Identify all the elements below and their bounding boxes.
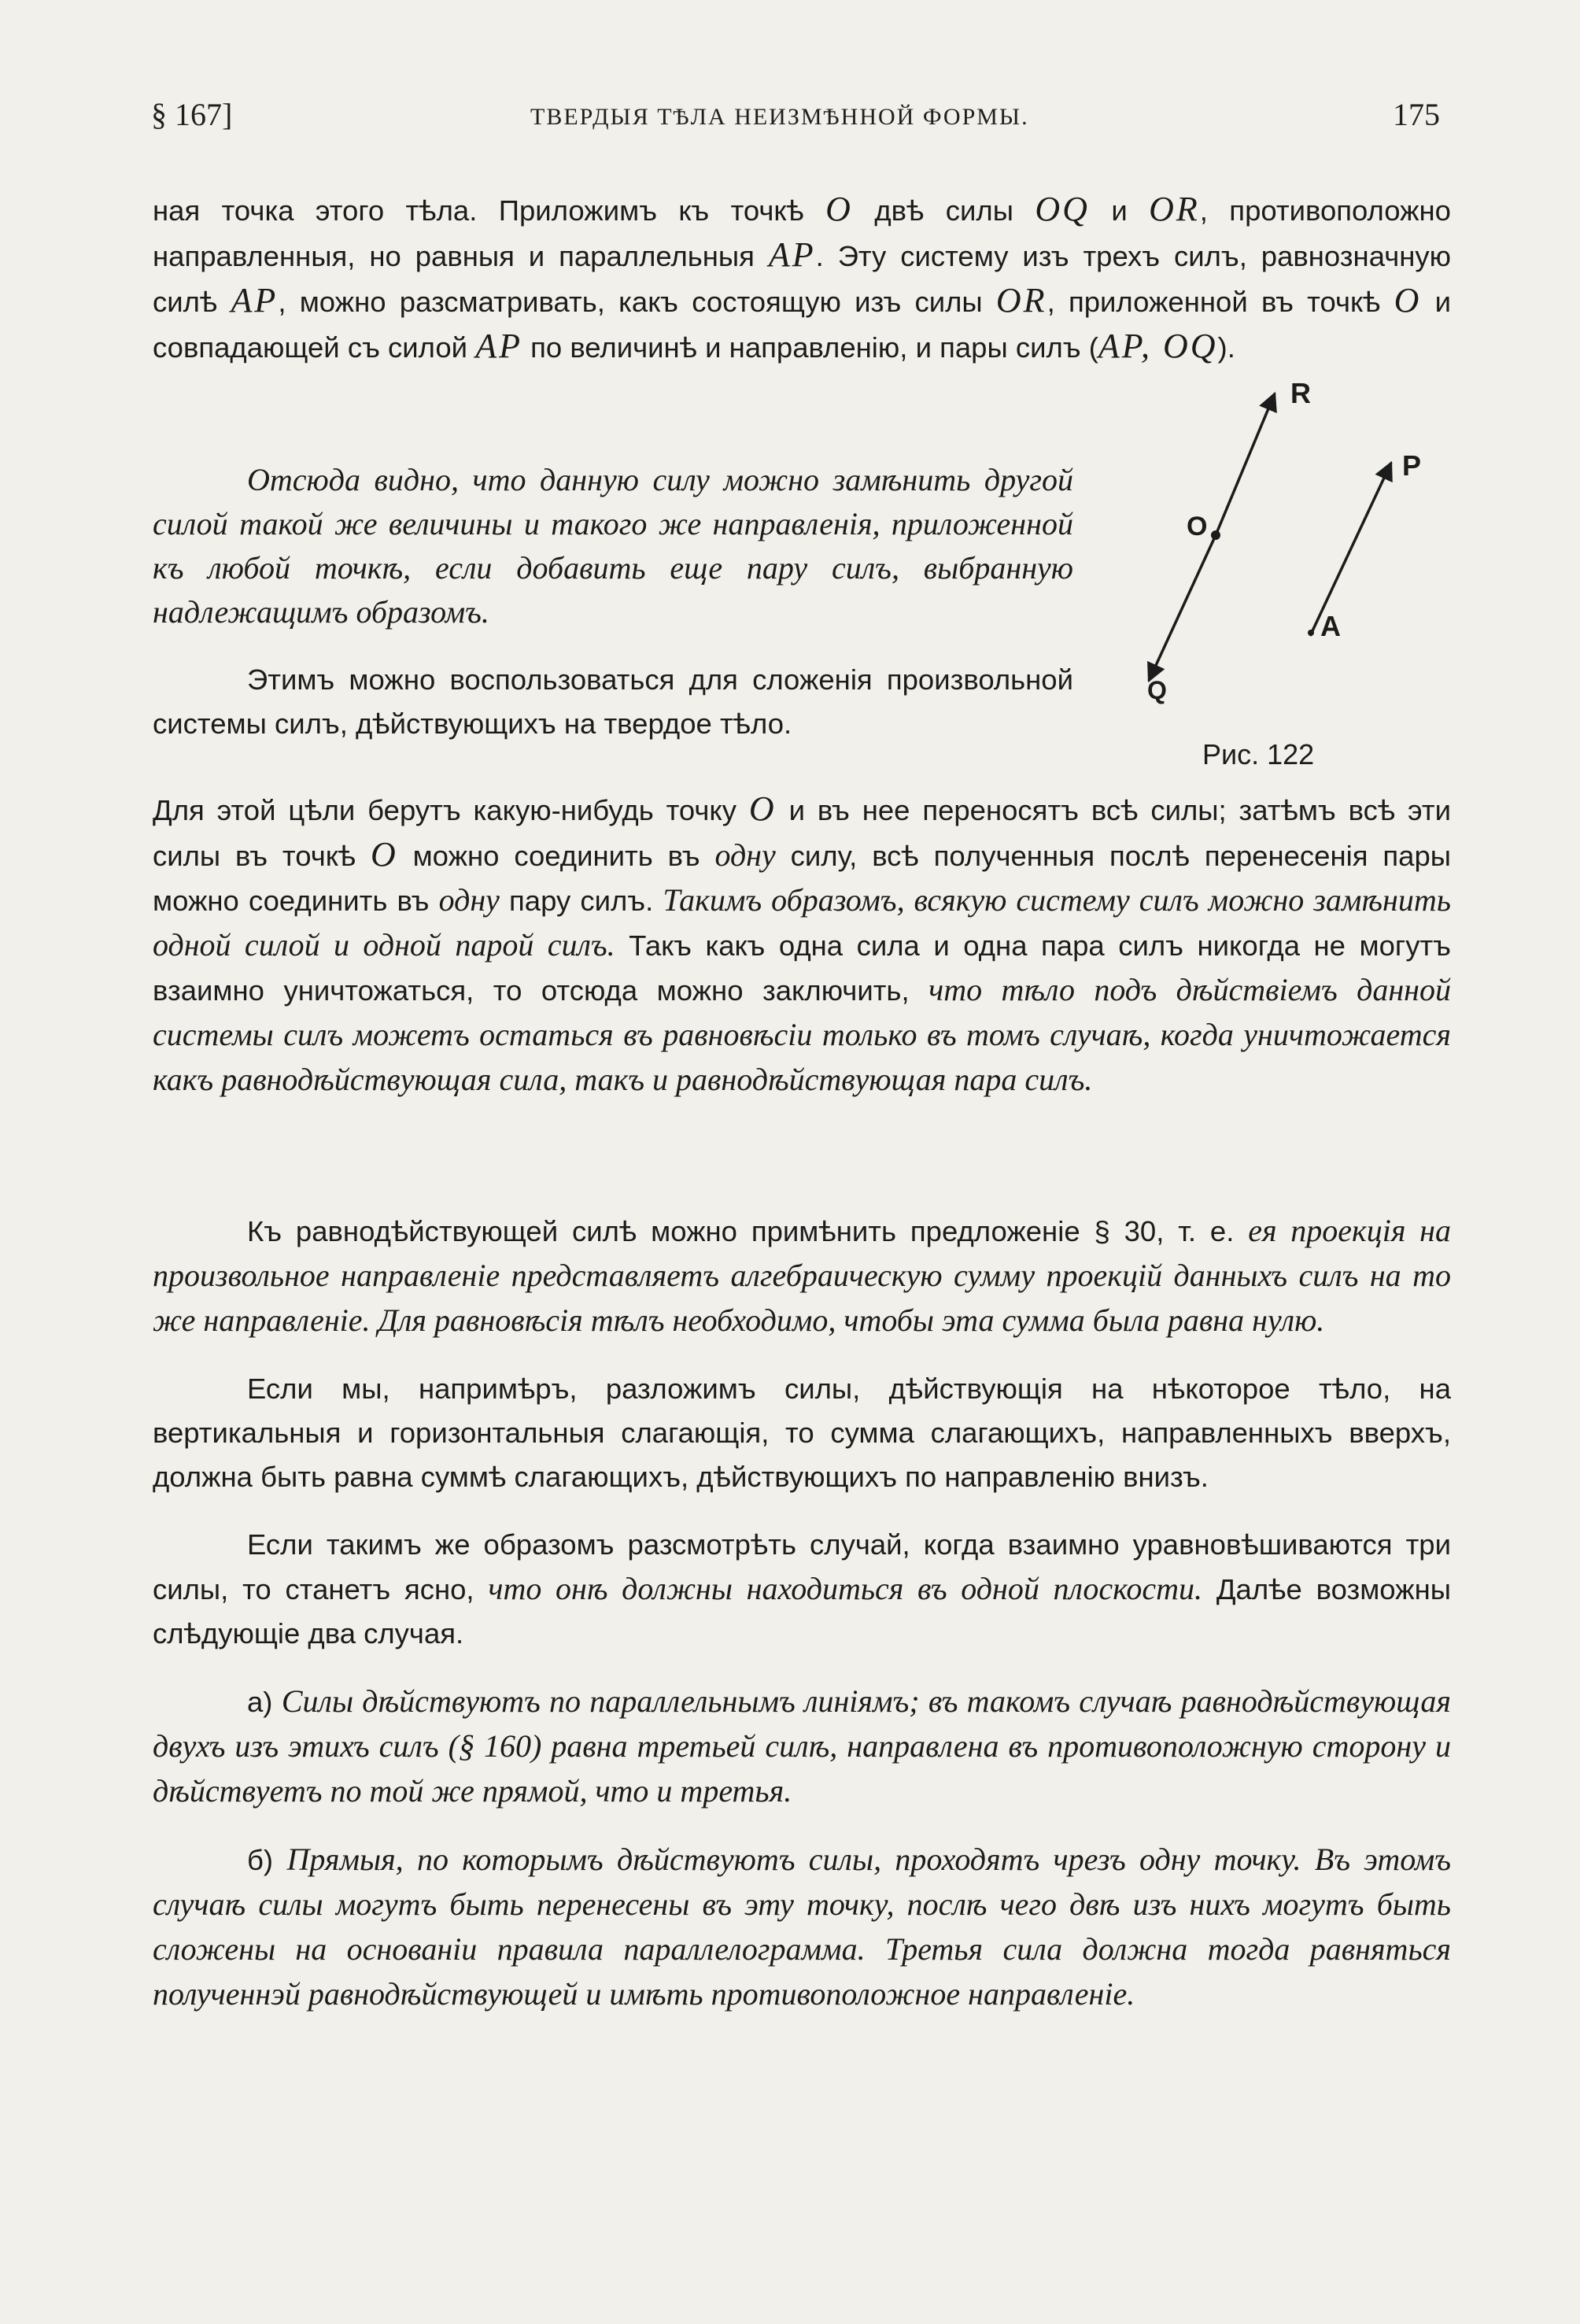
text-run: Для этой цѣли берутъ какую-нибудь точку bbox=[153, 794, 749, 826]
math-symbol: O bbox=[748, 789, 777, 828]
math-symbol: AP bbox=[231, 281, 279, 320]
text-run: пару силъ. bbox=[499, 885, 663, 917]
math-symbol: AP bbox=[475, 327, 522, 365]
text-run: двѣ силы bbox=[852, 194, 1035, 227]
text-run: ная точка этого тѣла. Приложимъ къ точкѣ bbox=[153, 194, 826, 227]
running-title: ТВЕРДЫЯ ТѢЛА НЕИЗМѢННОЙ ФОРМЫ. bbox=[530, 104, 1029, 130]
text-run: Къ равнодѣйствующей силѣ можно примѣнить предложеніе § 30, т. е. bbox=[247, 1215, 1249, 1247]
paragraph-2-italic: Отсюда видно, что данную силу можно замѣнить другой силой такой же величины и такого же направленія, приложенной къ любой точкѣ, если добавить еще пару силъ, выбранную надлежащимъ образомъ. bbox=[153, 462, 1073, 630]
italic-run: Силы дѣйствуютъ по параллельнымъ линіямъ; въ такомъ случаѣ равнодѣйствующая двухъ изъ этихъ силъ (§ 160) равна третьей силѣ, направлена въ противоположную сторону и дѣйствуетъ по той же прямой, что и третья. bbox=[153, 1683, 1451, 1809]
math-symbol: O bbox=[1394, 281, 1422, 320]
line-OR bbox=[1216, 393, 1275, 535]
point-O bbox=[1211, 530, 1220, 540]
italic-run: Такимъ образомъ, всякую систему силъ можно замѣнить одной силой и одной парой силъ. bbox=[153, 882, 1451, 962]
line-OQ bbox=[1149, 535, 1216, 681]
label-A: A bbox=[1320, 610, 1341, 642]
paragraph-5: Если мы, напримѣръ, разложимъ силы, дѣйствующія на нѣкоторое тѣло, на вертикальныя и горизонтальныя слагающія, то сумма слагающихъ, направленныхъ вверхъ, должна быть равна суммѣ слагающихъ, дѣйствующихъ по направленію внизъ. bbox=[153, 1373, 1451, 1493]
text-run: можно соединить въ bbox=[397, 840, 715, 872]
math-symbol: O bbox=[825, 190, 853, 228]
label-Q: Q bbox=[1147, 676, 1167, 704]
paragraph-3-continued bbox=[153, 787, 1451, 1103]
text-run: . Эту систему изъ трехъ силъ, равнозначную силѣ bbox=[153, 240, 1451, 318]
math-symbol: OQ bbox=[1035, 190, 1090, 228]
text-run: по величинѣ и направленію, и пары силъ ( bbox=[522, 331, 1098, 364]
text-run: Такъ какъ одна сила и одна пара силъ никогда не могутъ взаимно уничтожаться, то отсюда можно заключить, bbox=[153, 929, 1451, 1007]
text-run: и въ нее переносятъ всѣ силы; затѣмъ всѣ эти силы въ точкѣ bbox=[153, 794, 1451, 872]
label-O: O bbox=[1187, 512, 1208, 541]
text-run: силу, всѣ полученныя послѣ перенесенія пары можно соединить въ bbox=[153, 840, 1451, 917]
italic-run: ея проекція на произвольное направленіе представляетъ алгебраическую сумму проекцій данныхъ силъ на то же направленіе. Для равновѣсія тѣлъ необходимо, чтобы эта сумма была равна нулю. bbox=[153, 1213, 1451, 1338]
paragraph-intro bbox=[153, 187, 1451, 370]
text-run: а) bbox=[247, 1686, 282, 1718]
paragraph-8-case-b bbox=[153, 1838, 1451, 2017]
italic-run: одну bbox=[714, 837, 776, 873]
math-symbol: AP, OQ bbox=[1098, 327, 1218, 365]
text-run: и bbox=[1089, 194, 1150, 227]
point-A bbox=[1308, 630, 1314, 636]
main-text-block bbox=[153, 787, 1451, 1103]
math-symbol: O bbox=[370, 835, 398, 874]
text-run: и совпадающей съ силой bbox=[153, 286, 1451, 364]
page-number: 175 bbox=[1393, 97, 1440, 132]
italic-run: что тѣло подъ дѣйствіемъ данной системы силъ можетъ остаться въ равновѣсіи только въ томъ случаѣ, когда уничтожается какъ равнодѣйствующая сила, такъ и равнодѣйствующая пара силъ. bbox=[153, 972, 1452, 1097]
paragraph-4 bbox=[153, 1209, 1451, 1343]
paragraph-6 bbox=[153, 1523, 1451, 1656]
figure-122-diagram bbox=[1117, 370, 1448, 724]
text-run: , можно разсматривать, какъ состоящую изъ силы bbox=[278, 286, 996, 318]
figure-caption: Рис. 122 bbox=[1202, 738, 1315, 770]
text-run: Если такимъ же образомъ разсмотрѣть случай, когда взаимно уравновѣшиваются три силы, то станетъ ясно, bbox=[153, 1528, 1451, 1605]
paragraph-1 bbox=[153, 187, 1451, 370]
label-P: P bbox=[1402, 449, 1422, 482]
math-symbol: OR bbox=[995, 281, 1047, 320]
text-run: Далѣе возможны слѣдующіе два случая. bbox=[153, 1573, 1451, 1650]
text-run: б) bbox=[247, 1844, 287, 1876]
section-number: § 167] bbox=[151, 97, 233, 132]
label-R: R bbox=[1290, 377, 1311, 409]
text-run: , приложенной въ точкѣ bbox=[1047, 286, 1394, 318]
math-symbol: AP bbox=[768, 235, 816, 274]
text-run: ). bbox=[1217, 331, 1235, 364]
paragraph-3: Этимъ можно воспользоваться для сложенія произвольной системы силъ, дѣйствующихъ на твердое тѣло. bbox=[153, 663, 1073, 740]
italic-run: одну bbox=[438, 882, 500, 918]
math-symbol: OR bbox=[1149, 190, 1200, 228]
paragraph-7-case-a bbox=[153, 1679, 1451, 1814]
lower-text-block bbox=[153, 1209, 1451, 2017]
paragraph-narrow-block bbox=[153, 458, 1073, 746]
italic-run: что онѣ должны находиться въ одной плоскости. bbox=[488, 1571, 1203, 1606]
text-run: , противоположно направленныя, но равныя и параллельныя bbox=[153, 194, 1451, 272]
italic-run: Прямыя, по которымъ дѣйствуютъ силы, проходятъ чрезъ одну точку. Въ этомъ случаѣ силы могутъ быть перенесены въ эту точку, послѣ чего двѣ изъ нихъ могутъ быть сложены на основаніи правила параллелограмма. Третья сила должна тогда равняться полученнэй равнодѣйствующей и имѣть противоположное направленіе. bbox=[153, 1842, 1452, 2012]
